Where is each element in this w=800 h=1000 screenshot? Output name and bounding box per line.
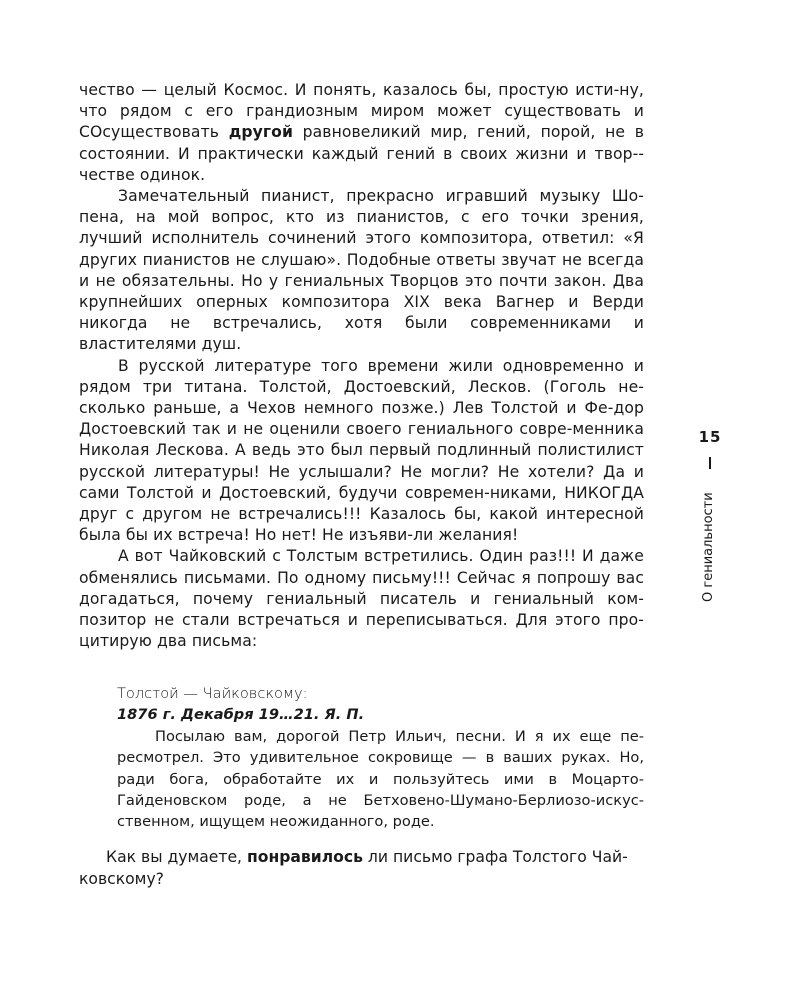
question-paragraph [79,847,644,890]
side-margin [690,428,730,602]
question-text-a: Как вы думаете, [106,848,247,866]
letter-body: Посылаю вам, дорогой Петр Ильич, песни. И я их еще пе-ресмотрел. Это удивительное сокровище — в ваших руках. Но, ради бога, обработайте их и пользуйтесь ими в Моцарто-Гайденовском роде, а не Бетховено-Шумано-Берлиозо-искус-ственном, ищущем неожиданного, роде. [117,727,644,831]
p1-text-b: равновеликий мир, гений, порой, не в состоянии. И практически каждый гений в своих жизни и твор-честве одинок. [79,123,644,184]
main-text [79,80,644,652]
sidebar-divider [709,457,711,469]
p1-bold-word: другой [228,123,293,142]
paragraph-4: А вот Чайковский с Толстым встретились. Один раз!!! И даже обменялись письмами. По одному письму!!! Сейчас я попрошу вас догадаться, почему гениальный писатель и гениальный ком-позитор не стали встречаться и переписываться. Для этого про-цитирую два письма: [79,547,644,651]
running-head: О гениальности [701,492,716,602]
letter-addressee: Толстой — Чайковскому: [117,685,308,702]
letter-date: 1876 г. Декабря 19…21. Я. П. [117,706,365,724]
paragraph-1 [79,80,644,186]
question-bold-word: понравилось [246,848,363,866]
paragraph-3: В русской литературе того времени жили одновременно и рядом три титана. Толстой, Достоевский, Лесков. (Гоголь не-сколько раньше, а Чехов немного позже.) Лев Толстой и Фе-дор Достоевский так и не оценили своего гениального совре-менника Николая Лескова. А ведь это был первый подлинный полистилист русской литературы! Не услышали? Не могли? Не хотели? Да и сами Толстой и Достоевский, будучи современ-никами, НИКОГДА друг с другом не встречались!!! Казалось бы, какой интересной была бы их встреча! Но нет! Не изъяви-ли желания! [79,356,644,545]
letter-quote [117,683,644,833]
paragraph-2: Замечательный пианист, прекрасно игравший музыку Шо-пена, на мой вопрос, кто из пианистов, с его точки зрения, лучший исполнитель сочинений этого композитора, ответил: «Я других пианистов не слушаю». Подобные ответы звучат не всегда и не обязательны. Но у гениальных Творцов это почти закон. Два крупнейших оперных композитора XIX века Вагнер и Верди никогда не встречались, хотя были современниками и властителями душ. [79,187,644,354]
p1-text-a: чество — целый Космос. И понять, казалось бы, простую исти-ну, что рядом с его грандиозным миром может существовать и СОсуществовать [79,81,644,142]
page-number: 15 [698,428,722,446]
question-text-b: ли письмо графа Толстого Чай-ковскому? [79,848,628,888]
closing-question [79,847,644,890]
